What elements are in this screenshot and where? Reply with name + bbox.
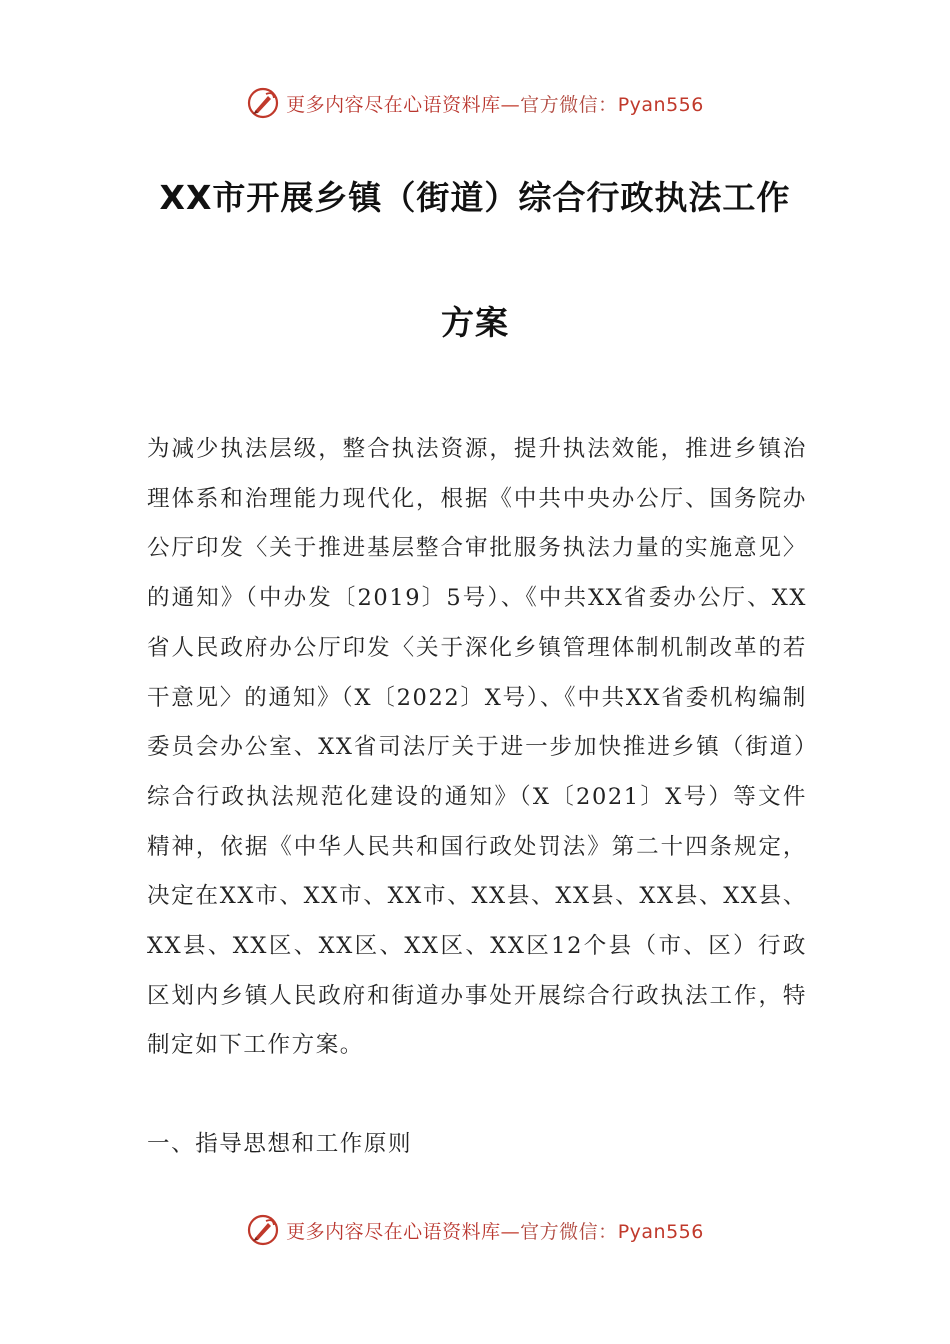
watermark-text	[286, 1217, 704, 1244]
watermark-text	[286, 90, 704, 117]
document-title-line-2: 方案	[441, 303, 509, 342]
watermark-separator: —	[500, 93, 521, 116]
document-title-line-1: XX市开展乡镇（街道）综合行政执法工作	[159, 178, 791, 217]
watermark-brand: 更多内容尽在心语资料库	[286, 93, 501, 116]
watermark-separator: —	[500, 1220, 521, 1243]
watermark-header	[0, 83, 950, 123]
watermark-footer	[0, 1210, 950, 1250]
watermark-account: Pyan556	[617, 93, 704, 116]
watermark-official: 官方微信：	[520, 93, 618, 116]
watermark-official: 官方微信：	[520, 1220, 618, 1243]
watermark-account: Pyan556	[617, 1220, 704, 1243]
intro-paragraph: 为减少执法层级，整合执法资源，提升执法效能，推进乡镇治理体系和治理能力现代化，根据《中共中央办公厅、国务院办公厅印发〈关于推进基层整合审批服务执法力量的实施意见〉的通知》（中办发〔2019〕5号）、《中共XX省委办公厅、XX省人民政府办公厅印发〈关于深化乡镇管理体制机制改革的若干意见〉的通知》（X〔2022〕X号）、《中共XX省委机构编制委员会办公室、XX省司法厅关于进一步加快推进乡镇（街道）综合行政执法规范化建设的通知》（X〔2021〕X号）等文件精神，依据《中华人民共和国行政处罚法》第二十四条规定，决定在XX市、XX市、XX市、XX县、XX县、XX县、XX县、XX县、XX区、XX区、XX区、XX区12个县（市、区）行政区划内乡镇人民政府和街道办事处开展综合行政执法工作，特制定如下工作方案。	[147, 436, 807, 1059]
section-heading-1: 一、指导思想和工作原则	[147, 1131, 413, 1157]
watermark-brand: 更多内容尽在心语资料库	[286, 1220, 501, 1243]
pen-logo-icon	[246, 86, 280, 120]
pen-logo-icon	[246, 1213, 280, 1247]
